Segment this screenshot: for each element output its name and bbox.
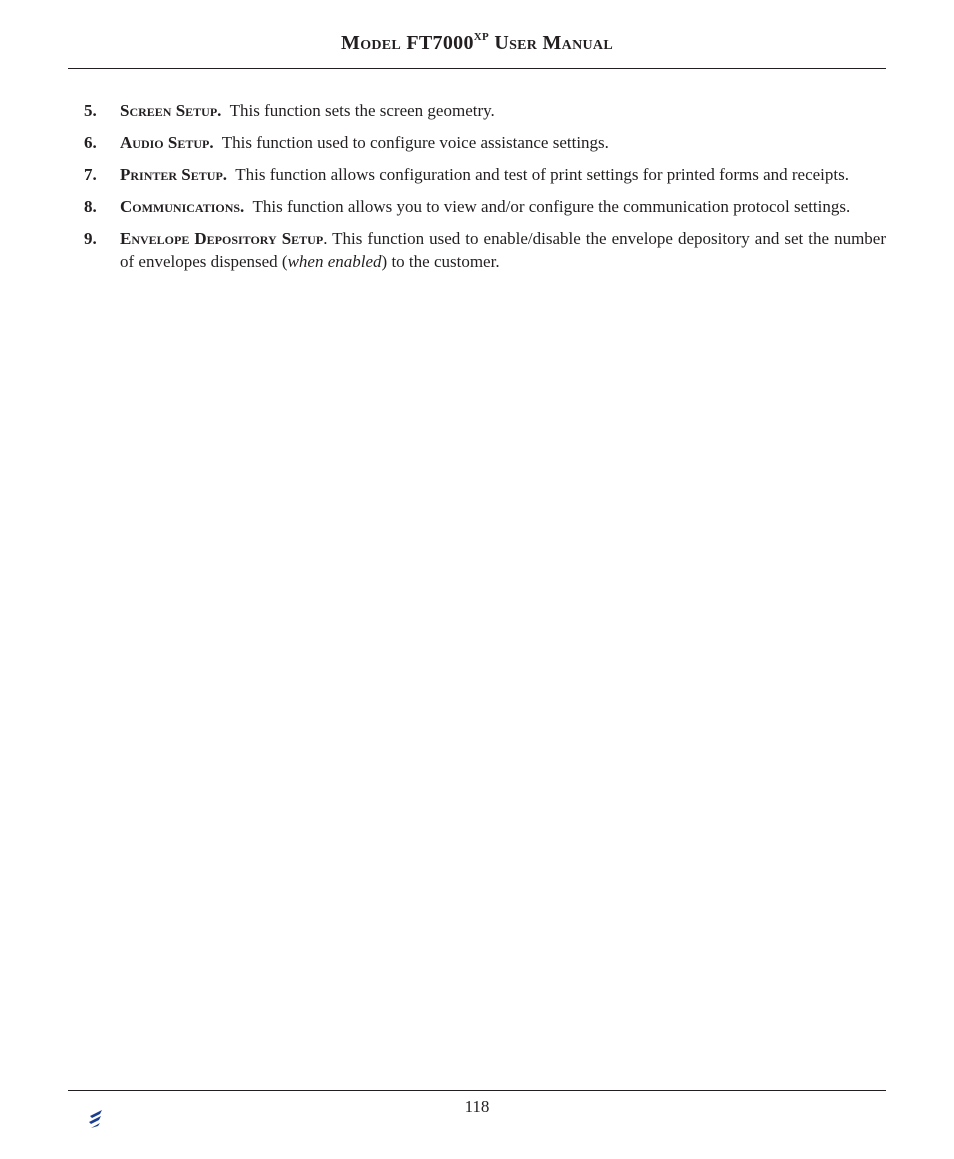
- header-manual-words: User Manual: [494, 32, 613, 54]
- list-item-text: This function used to configure voice assistance settings.: [221, 133, 609, 152]
- header-model-word: Model: [341, 32, 402, 54]
- list-item: [84, 227, 886, 273]
- list-item-number: 5.: [84, 101, 97, 120]
- page-number: 118: [464, 1097, 490, 1116]
- menu-function-list: [84, 99, 886, 282]
- header-model-superscript: XP: [473, 31, 490, 43]
- list-item-term: Communications.: [120, 197, 245, 216]
- triton-logo: [88, 1104, 253, 1134]
- list-item-number: 8.: [84, 197, 97, 216]
- list-item: [84, 163, 886, 186]
- triton-logo-icon: [88, 1104, 253, 1134]
- list-item-number: 6.: [84, 133, 97, 152]
- page-header-title: [68, 32, 886, 55]
- list-item-text-end: ) to the customer.: [381, 252, 500, 271]
- list-item-term: Screen Setup.: [120, 101, 222, 120]
- list-item-term: Printer Setup.: [120, 165, 228, 184]
- list-item-italic-text: when enabled: [287, 252, 382, 271]
- list-item-term: Envelope Depository Setup: [120, 229, 324, 248]
- list-item: [84, 195, 886, 218]
- list-item: [84, 99, 886, 122]
- list-item-text: This function sets the screen geometry.: [229, 101, 495, 120]
- list-item-number: 9.: [84, 229, 97, 248]
- list-item-term: Audio Setup.: [120, 133, 214, 152]
- list-item: [84, 131, 886, 154]
- header-model-number: FT7000: [406, 32, 474, 54]
- footer-divider: [68, 1090, 886, 1091]
- header-divider: [68, 68, 886, 69]
- list-item-number: 7.: [84, 165, 97, 184]
- list-item-text: This function allows you to view and/or configure the communication protocol settings.: [252, 197, 851, 216]
- list-item-text: . This function used to enable/disable the envelope depository and set the number of envelopes dispensed (: [120, 229, 886, 271]
- list-item-text: This function allows configuration and test of print settings for printed forms and receipts.: [235, 165, 849, 184]
